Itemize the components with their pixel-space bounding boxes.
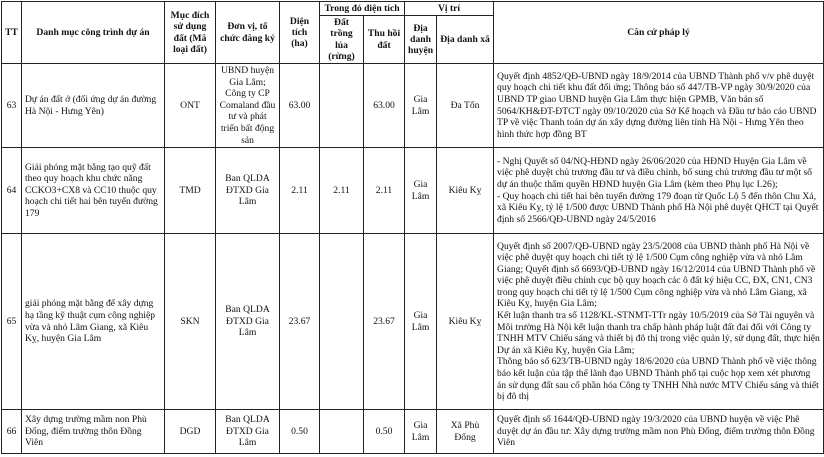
legal-line: Kết luận thanh tra số 1128/KL-STNMT-TTr ngày 10/5/2019 của Sở Tài nguyên và Môi trường Hà Nội kết luận thanh tra chấp hành pháp luật đất đai đối với Công ty TNHH MTV Chiếu sáng và thiết bị đô thị trong việc quản lý, sử dụng đất, thực hiện Dự án xã Kiêu Kỵ, huyện Gia Lâm; bbox=[497, 310, 820, 356]
row-land-code: DGD bbox=[165, 410, 216, 454]
row-project-name: Xây dựng trường mầm non Phù Đổng, điểm trường thôn Đồng Viên bbox=[22, 410, 165, 454]
table-row bbox=[2, 234, 824, 410]
row-tt: 63 bbox=[2, 64, 22, 148]
row-unit: UBND huyện Gia Lâm; Công ty CP Comaland đầu tư và phát triển bất động sản bbox=[216, 64, 280, 148]
row-legal-basis bbox=[494, 234, 824, 410]
header-in-which: Trong đó diện tích bbox=[320, 2, 405, 16]
header-recovered: Thu hồi đất bbox=[364, 16, 405, 64]
row-legal-basis bbox=[494, 64, 824, 148]
table-row bbox=[2, 410, 824, 454]
row-unit: Ban QLDA ĐTXD Gia Lâm bbox=[216, 410, 280, 454]
row-area: 23.67 bbox=[280, 234, 320, 410]
row-district: Gia Lâm bbox=[405, 64, 437, 148]
row-tt: 65 bbox=[2, 234, 22, 410]
legal-line: - Nghị Quyết số 04/NQ-HĐND ngày 26/06/2020 của HĐND Huyện Gia Lâm về việc phê duyệt chủ trương đầu tư và điều chỉnh, bổ sung chủ trương đầu tư một số dự án thuộc thẩm quyền HĐND huyện Gia Lâm (kèm theo Phụ lục I.26); bbox=[497, 155, 812, 191]
legal-line: Quyết định 4852/QĐ-UBND ngày 18/9/2014 của UBND Thành phố v/v phê duyệt quy hoạch chi tiết khu đất đối ứng; Thông báo số 447/TB-VP ngày 30/9/2020 của UBND TP giao UBND huyện Gia Lâm thực hiện GPMB, Văn bản số 5064/KH&ĐT-ĐTCT ngày 09/10/2020 của Sở Kế hoạch và Đầu tư báo cáo UBND TP về việc Thanh toán dự án xây dựng đường liên tỉnh Hà Nội - Hưng Yên theo hình thức hợp đồng BT bbox=[497, 70, 817, 140]
header-legal: Căn cứ pháp lý bbox=[494, 2, 824, 64]
row-legal-basis bbox=[494, 410, 824, 454]
land-use-table bbox=[1, 1, 824, 454]
row-rice-area bbox=[320, 64, 364, 148]
row-recovered-area: 23.67 bbox=[364, 234, 405, 410]
row-district: Gia Lâm bbox=[405, 410, 437, 454]
legal-line: Thông báo số 623/TB-UBND ngày 18/6/2020 của UBND Thành phố về việc thông báo kết luận của tập thể lãnh đạo UBND Thành phố tại cuộc họp xem xét phương án sử dụng đất sau cổ phần hóa Công ty TNHH Nhà nước MTV Chiếu sáng và thiết bị đô thị bbox=[497, 356, 819, 403]
header-purpose: Mục đích sử dụng đất (Mã loại đất) bbox=[165, 2, 216, 64]
header-commune: Địa danh xã bbox=[437, 16, 494, 64]
row-land-code: ONT bbox=[165, 64, 216, 148]
row-legal-basis bbox=[494, 148, 824, 234]
header-unit: Đơn vị, tổ chức đăng ký bbox=[216, 2, 280, 64]
row-project-name: Dự án đất ở (đối ứng dự án đường Hà Nội - Hưng Yên) bbox=[22, 64, 165, 148]
header-project-name: Danh mục công trình dự án bbox=[22, 2, 165, 64]
row-district: Gia Lâm bbox=[405, 234, 437, 410]
row-area: 2.11 bbox=[280, 148, 320, 234]
table-row bbox=[2, 148, 824, 234]
row-area: 63.00 bbox=[280, 64, 320, 148]
row-land-code: TMD bbox=[165, 148, 216, 234]
row-commune: Đa Tốn bbox=[437, 64, 494, 148]
legal-line: - Quy hoạch chi tiết hai bên tuyến đường 179 đoạn từ Quốc Lộ 5 đến thôn Chu Xá, xã Kiêu Kỵ, tỷ lệ 1/500 được UBND Thành phố Hà Nội phê duyệt QHCT tại Quyết định số 2566/QĐ-UBND ngày 24/5/2016 bbox=[497, 190, 819, 225]
row-rice-area bbox=[320, 234, 364, 410]
row-project-name: giải phóng mặt bằng để xây dựng hạ tầng kỹ thuật cụm công nghiệp vừa và nhỏ Lâm Giang, xã Kiêu Kỵ, huyện Gia Lâm bbox=[22, 234, 165, 410]
row-commune: Kiêu Kỵ bbox=[437, 148, 494, 234]
row-tt: 64 bbox=[2, 148, 22, 234]
row-commune: Xã Phù Đổng bbox=[437, 410, 494, 454]
header-district: Địa danh huyện bbox=[405, 16, 437, 64]
legal-line: Quyết định số 2007/QĐ-UBND ngày 23/5/2008 của UBND thành phố Hà Nội về việc phê duyệt quy hoạch chi tiết tỷ lệ 1/500 Cụm công nghiệp vừa và nhỏ Lâm Giang; Quyết định số 6693/QĐ-UBND ngày 16/12/2014 của UBND Thành phố về việc phê duyệt điều chỉnh cục bộ quy hoạch các ô đất ký hiệu CC, ĐX, CN1, CN3 trong quy hoạch chi tiết tỷ lệ 1/500 Cụm công nghiệp vừa và nhỏ Lâm Giang, xã Kiêu Kỵ, huyện Gia Lâm; bbox=[497, 240, 816, 310]
row-recovered-area: 63.00 bbox=[364, 64, 405, 148]
row-unit: Ban QLDA ĐTXD Gia Lâm bbox=[216, 234, 280, 410]
row-land-code: SKN bbox=[165, 234, 216, 410]
row-area: 0.50 bbox=[280, 410, 320, 454]
header-location: Vị trí bbox=[405, 2, 494, 16]
row-unit: Ban QLDA ĐTXD Gia Lâm bbox=[216, 148, 280, 234]
header-area: Diện tích (ha) bbox=[280, 2, 320, 64]
row-tt: 66 bbox=[2, 410, 22, 454]
row-district: Gia Lâm bbox=[405, 148, 437, 234]
row-rice-area bbox=[320, 410, 364, 454]
table-row bbox=[2, 64, 824, 148]
row-project-name: Giải phóng mặt bằng tạo quỹ đất theo quy hoạch khu chức năng CCKO3+CX8 và CC10 thuộc quy hoạch chi tiết hai bên tuyến đường 179 bbox=[22, 148, 165, 234]
header-rice: Đất trồng lúa (rừng) bbox=[320, 16, 364, 64]
row-recovered-area: 0.50 bbox=[364, 410, 405, 454]
header-tt: TT bbox=[2, 2, 22, 64]
row-commune: Kiêu Kỵ bbox=[437, 234, 494, 410]
row-recovered-area: 2.11 bbox=[364, 148, 405, 234]
row-rice-area: 2.11 bbox=[320, 148, 364, 234]
legal-line: Quyết định số 1644/QĐ-UBND ngày 19/3/2020 của UBND huyện về việc Phê duyệt dự án đầu tư: Xây dựng trường mầm non Phù Đổng, điểm trường thôn Đồng Viên bbox=[497, 414, 815, 449]
